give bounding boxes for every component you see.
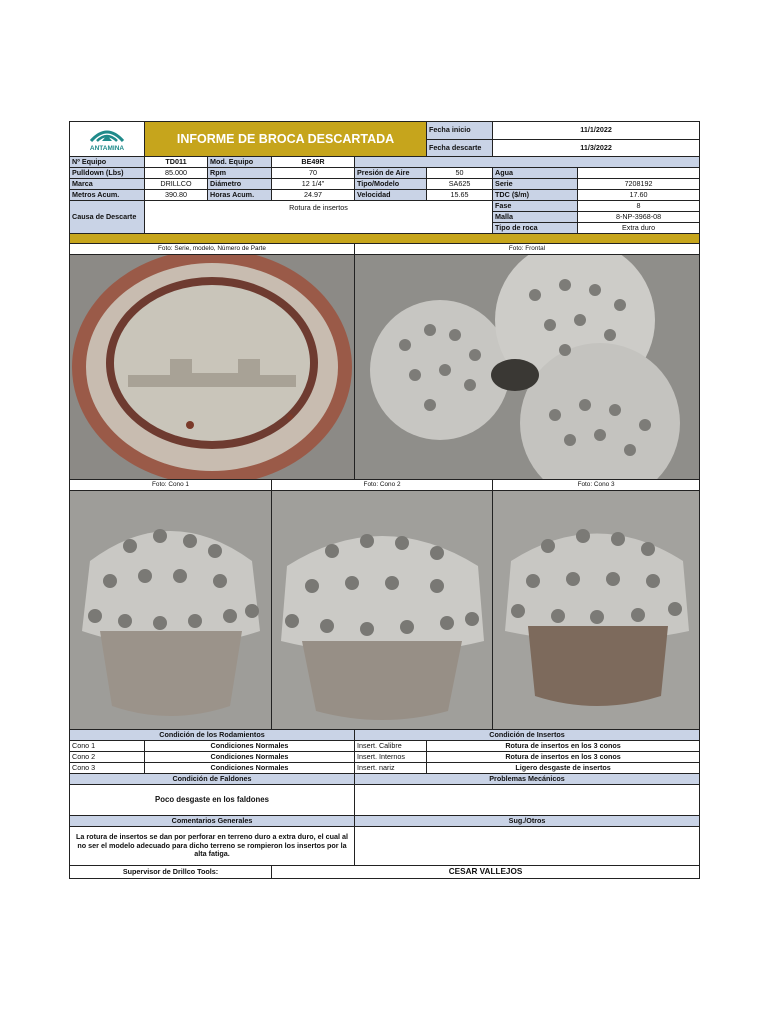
insert-value: Rotura de insertos en los 3 conos [427,752,700,763]
agua-label: Agua [493,168,578,179]
metros-label: Metros Acum. [70,190,145,201]
report-sheet [69,121,699,879]
photo-serie [70,255,355,480]
tipo-modelo-label: Tipo/Modelo [355,179,427,190]
comentarios-value: La rotura de insertos se dan por perforar en terreno duro a extra duro, el cual al no ser el modelo adecuado para dicho terreno se rompieron los insertos por la alta fatiga. [70,827,355,866]
gold-divider [70,234,700,244]
sug-header: Sug./Otros [355,816,700,827]
tipo-modelo-value: SA625 [427,179,493,190]
n-equipo-value: TD011 [145,157,208,168]
tipo-roca-label: Tipo de roca [493,223,578,234]
malla-value: 8-NP-3968-08 [578,212,700,223]
serie-label: Serie [493,179,578,190]
photo-cono3 [493,491,700,730]
faldones-header: Condición de Faldones [70,774,355,785]
mecanicos-value [355,785,700,816]
tdc-value: 17.60 [578,190,700,201]
insert-label: Insert. nariz [355,763,427,774]
mod-equipo-value: BE49R [272,157,355,168]
rodamiento-value: Condiciones Normales [145,763,355,774]
malla-label: Malla [493,212,578,223]
logo [70,122,145,157]
fecha-inicio-value: 11/1/2022 [493,122,700,140]
velocidad-label: Velocidad [355,190,427,201]
n-equipo-label: Nº Equipo [70,157,145,168]
photo-label-cono1: Foto: Cono 1 [70,480,272,491]
tipo-roca-value: Extra duro [578,223,700,234]
fase-label: Fase [493,201,578,212]
photo-frontal [355,255,700,480]
cono-label: Cono 1 [70,741,145,752]
presion-value: 50 [427,168,493,179]
antamina-logo-icon [87,123,127,153]
causa-label: Causa de Descarte [70,201,145,234]
metros-value: 390.80 [145,190,208,201]
fecha-descarte-label: Fecha descarte [427,139,493,157]
insert-label: Insert. Internos [355,752,427,763]
insert-value: Ligero desgaste de insertos [427,763,700,774]
supervisor-value: CESAR VALLEJOS [272,866,700,879]
insert-label: Insert. Calibre [355,741,427,752]
causa-value: Rotura de insertos [145,201,493,234]
photo-label-frontal: Foto: Frontal [355,244,700,255]
mecanicos-header: Problemas Mecánicos [355,774,700,785]
photo-cono2 [272,491,493,730]
comentarios-header: Comentarios Generales [70,816,355,827]
photo-label-cono3: Foto: Cono 3 [493,480,700,491]
diametro-value: 12 1/4" [272,179,355,190]
pulldown-value: 85.000 [145,168,208,179]
photo-cono1 [70,491,272,730]
agua-value [578,168,700,179]
photo-label-serie: Foto: Serie, modelo, Número de Parte [70,244,355,255]
rodamiento-value: Condiciones Normales [145,741,355,752]
photo-label-cono2: Foto: Cono 2 [272,480,493,491]
cone-3-photo-icon [493,491,700,729]
tdc-label: TDC ($/m) [493,190,578,201]
cono-label: Cono 3 [70,763,145,774]
svg-text:ANTAMINA: ANTAMINA [89,144,125,152]
fase-value: 8 [578,201,700,212]
insert-value: Rotura de insertos en los 3 conos [427,741,700,752]
presion-label: Presión de Aire [355,168,427,179]
rpm-value: 70 [272,168,355,179]
mod-equipo-label: Mod. Equipo [208,157,272,168]
serie-value: 7208192 [578,179,700,190]
rodamientos-header: Condición de los Rodamientos [70,730,355,741]
rpm-label: Rpm [208,168,272,179]
horas-value: 24.97 [272,190,355,201]
cono-label: Cono 2 [70,752,145,763]
fecha-inicio-label: Fecha inicio [427,122,493,140]
report-table [69,121,700,879]
marca-label: Marca [70,179,145,190]
velocidad-value: 15.65 [427,190,493,201]
bit-front-photo-icon [355,255,700,479]
faldones-value: Poco desgaste en los faldones [70,785,355,816]
sug-value [355,827,700,866]
marca-value: DRILLCO [145,179,208,190]
cone-2-photo-icon [272,491,493,729]
cone-1-photo-icon [70,491,272,729]
insertos-header: Condición de Insertos [355,730,700,741]
horas-label: Horas Acum. [208,190,272,201]
pulldown-label: Pulldown (Lbs) [70,168,145,179]
bit-base-photo-icon [70,255,355,479]
blank-band [355,157,700,168]
supervisor-label: Supervisor de Drillco Tools: [70,866,272,879]
page-title: INFORME DE BROCA DESCARTADA [145,122,427,157]
fecha-descarte-value: 11/3/2022 [493,139,700,157]
rodamiento-value: Condiciones Normales [145,752,355,763]
diametro-label: Diámetro [208,179,272,190]
